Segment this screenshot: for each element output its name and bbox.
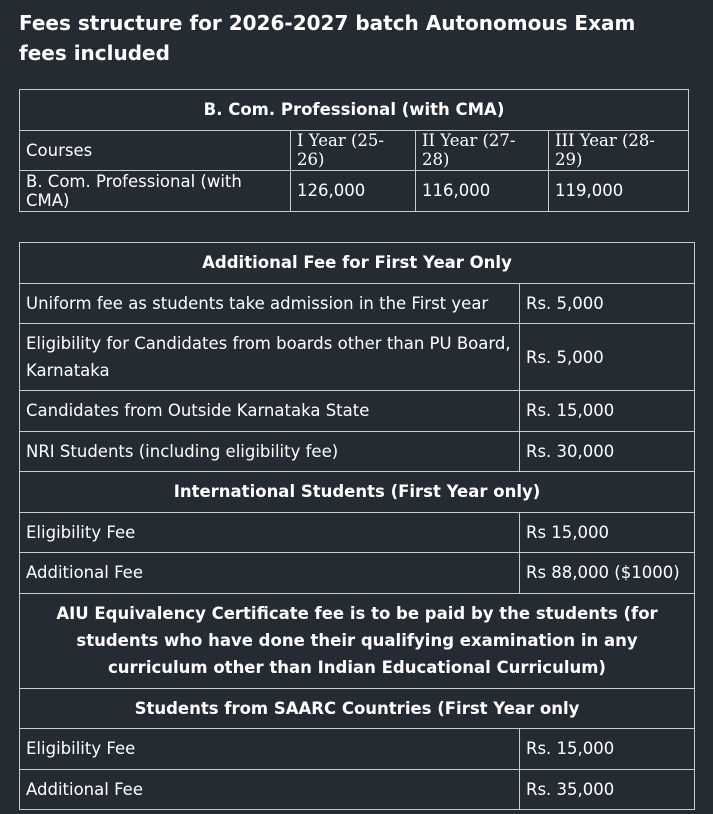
table-row: [20, 283, 695, 324]
table-row: [20, 769, 695, 810]
additional-fee-table: [19, 242, 695, 810]
column-header-year-3: III Year (28-29): [549, 130, 689, 171]
course-name-cell: B. Com. Professional (with CMA): [20, 171, 291, 212]
fee-amount-cell: Rs. 30,000: [520, 431, 695, 472]
table-heading-row: [20, 593, 695, 688]
year-2-fee-cell: 116,000: [416, 171, 549, 212]
fee-amount-cell: Rs. 15,000: [520, 729, 695, 770]
table-row: [20, 553, 695, 594]
aiu-equivalency-note: AIU Equivalency Certificate fee is to be paid by the students (for students who have done their qualifying examination in any curriculum other than Indian Educational Curriculum): [20, 593, 695, 688]
table-row: [20, 171, 689, 212]
year-3-fee-cell: 119,000: [549, 171, 689, 212]
bcom-fee-table: [19, 89, 689, 212]
fee-label-cell: Uniform fee as students take admission in the First year: [20, 283, 520, 324]
table-header-row: [20, 130, 689, 171]
table-row: [20, 729, 695, 770]
fee-amount-cell: Rs 88,000 ($1000): [520, 553, 695, 594]
table-heading-row: [20, 688, 695, 729]
year-1-fee-cell: 126,000: [291, 171, 416, 212]
fee-label-cell: Eligibility Fee: [20, 729, 520, 770]
bcom-table-heading: B. Com. Professional (with CMA): [20, 90, 689, 131]
table-row: [20, 324, 695, 391]
fee-amount-cell: Rs 15,000: [520, 512, 695, 553]
international-students-heading: International Students (First Year only): [20, 472, 695, 513]
fee-label-cell: Additional Fee: [20, 769, 520, 810]
fee-label-cell: NRI Students (including eligibility fee): [20, 431, 520, 472]
table-heading-row: [20, 472, 695, 513]
fee-label-cell: Candidates from Outside Karnataka State: [20, 391, 520, 432]
table-heading-row: [20, 90, 689, 131]
column-header-year-1: I Year (25-26): [291, 130, 416, 171]
page-title: Fees structure for 2026-2027 batch Autonomous Exam fees included: [19, 11, 636, 65]
fee-amount-cell: Rs. 35,000: [520, 769, 695, 810]
table-row: [20, 391, 695, 432]
additional-fee-heading: Additional Fee for First Year Only: [20, 243, 695, 284]
table-row: [20, 512, 695, 553]
table-heading-row: [20, 243, 695, 284]
fee-label-cell: Additional Fee: [20, 553, 520, 594]
fee-amount-cell: Rs. 15,000: [520, 391, 695, 432]
fee-amount-cell: Rs. 5,000: [520, 324, 695, 391]
column-header-courses: Courses: [20, 130, 291, 171]
fee-label-cell: Eligibility Fee: [20, 512, 520, 553]
saarc-students-heading: Students from SAARC Countries (First Year only: [20, 688, 695, 729]
fee-amount-cell: Rs. 5,000: [520, 283, 695, 324]
fee-label-cell: Eligibility for Candidates from boards other than PU Board, Karnataka: [20, 324, 520, 391]
column-header-year-2: II Year (27-28): [416, 130, 549, 171]
table-row: [20, 431, 695, 472]
